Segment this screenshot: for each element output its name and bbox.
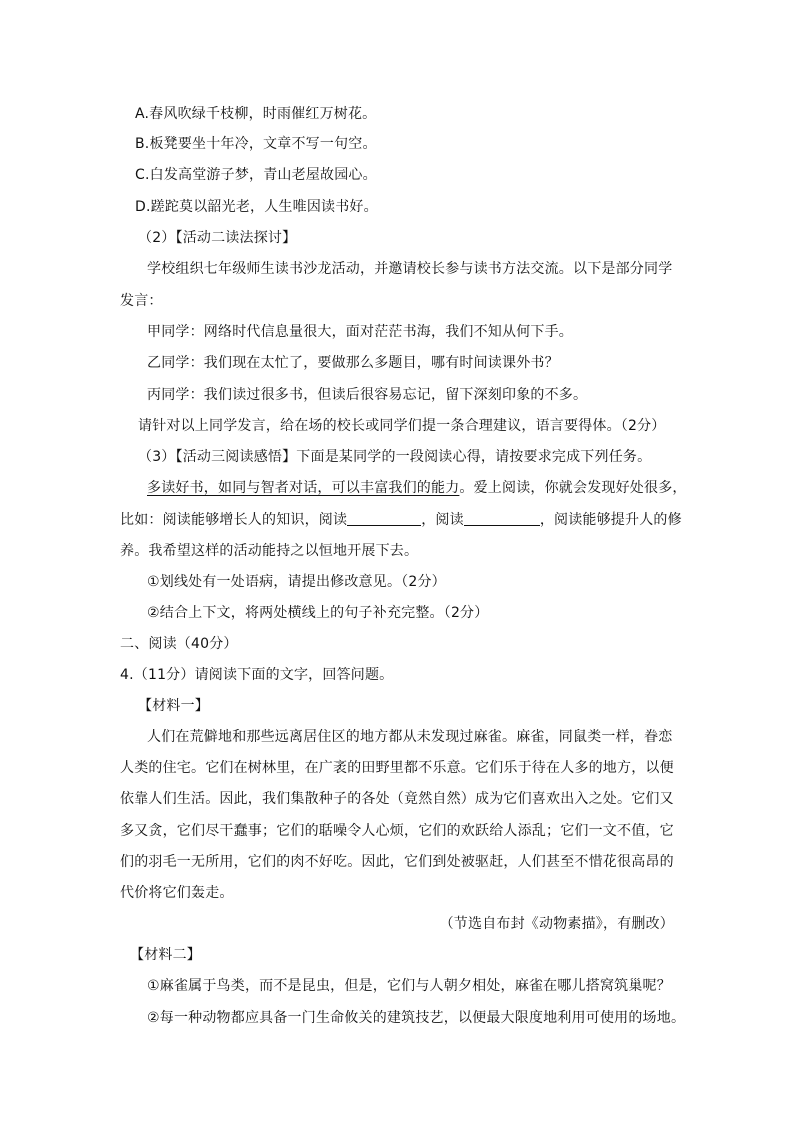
activity2-intro-line1: 学校组织七年级师生读书沙龙活动，并邀请校长参与读书方法交流。以下是部分同学	[147, 261, 673, 277]
material1-title: 【材料一】	[138, 698, 209, 714]
activity2-heading: （2）【活动二读法探讨】	[138, 230, 297, 246]
option-a: A.春风吹绿千枝柳，时雨催红万树花。	[135, 106, 377, 122]
material1-line: 依靠人们生活。因此，我们集散种子的各处（竟然自然）成为它们喜欢出入之处。它们又	[120, 791, 674, 807]
line2-part-c: ，阅读能够提升人的修	[539, 512, 682, 528]
activity3-paragraph-line3: 养。我希望这样的活动能持之以恒地开展下去。	[120, 543, 419, 559]
fill-blank-2[interactable]	[464, 511, 540, 526]
fill-blank-1[interactable]	[347, 511, 421, 526]
student-a-remark: 甲同学：网络时代信息量很大，面对茫茫书海，我们不知从何下手。	[147, 324, 573, 340]
activity3-heading: （3）【活动三阅读感悟】下面是某同学的一段阅读心得，请按要求完成下列任务。	[138, 449, 652, 465]
section2-heading: 二、阅读（40分）	[120, 636, 238, 652]
option-c: C.白发高堂游子梦，青山老屋故园心。	[135, 167, 377, 183]
line2-part-a: 比如：阅读能够增长人的知识，阅读	[120, 512, 348, 528]
activity3-paragraph-line1	[147, 478, 687, 498]
material2-title: 【材料二】	[130, 947, 201, 963]
option-d: D.蹉跎莫以韶光老，人生唯因读书好。	[135, 199, 378, 215]
activity2-intro-line2: 发言：	[120, 293, 163, 309]
student-c-remark: 丙同学：我们读过很多书，但读后很容易忘记，留下深刻印象的不多。	[147, 387, 588, 403]
material1-line: 们的羽毛一无所用，它们的肉不好吃。因此，它们到处被驱赶，人们甚至不惜花很高昂的	[120, 854, 674, 870]
line2-part-b: ，阅读	[421, 512, 464, 528]
paragraph-continuation: 。爱上阅读，你就会发现好处很多，	[459, 480, 687, 496]
material1-source: （节选自布封《动物素描》，有删改）	[439, 916, 674, 932]
material1-line: 人们在荒僻地和那些远离居住区的地方都从未发现过麻雀。麻雀，同鼠类一样，眷恋	[147, 729, 673, 745]
activity3-paragraph-line2	[120, 510, 682, 530]
activity2-task: 请针对以上同学发言，给在场的校长或同学们提一条合理建议，语言要得体。（2分）	[138, 418, 666, 434]
activity3-task-1: ①划线处有一处语病，请提出修改意见。（2分）	[147, 574, 446, 590]
material2-paragraph-1: ①麻雀属于鸟类，而不是昆虫，但是，它们与人朝夕相处，麻雀在哪儿搭窝筑巢呢？	[147, 978, 671, 994]
question-4: 4.（11分）请阅读下面的文字，回答问题。	[120, 667, 394, 683]
material2-paragraph-2: ②每一种动物都应具备一门生命攸关的建筑技艺，以便最大限度地利用可使用的场地。	[147, 1010, 686, 1026]
material1-line: 多又贪，它们尽干蠢事；它们的聒噪令人心烦，它们的欢跃给人添乱；它们一文不值，它	[120, 823, 674, 839]
option-b: B.板凳要坐十年冷，文章不写一句空。	[135, 136, 377, 152]
material1-line: 人类的住宅。它们在树林里，在广袤的田野里都不乐意。它们乐于待在人多的地方，以便	[120, 760, 674, 776]
material1-line: 代价将它们轰走。	[120, 885, 234, 901]
activity3-task-2: ②结合上下文，将两处横线上的句子补充完整。（2分）	[147, 605, 489, 621]
underlined-sentence: 多读好书，如同与智者对话，可以丰富我们的能力	[147, 480, 460, 496]
student-b-remark: 乙同学：我们现在太忙了，要做那么多题目，哪有时间读课外书？	[147, 355, 559, 371]
